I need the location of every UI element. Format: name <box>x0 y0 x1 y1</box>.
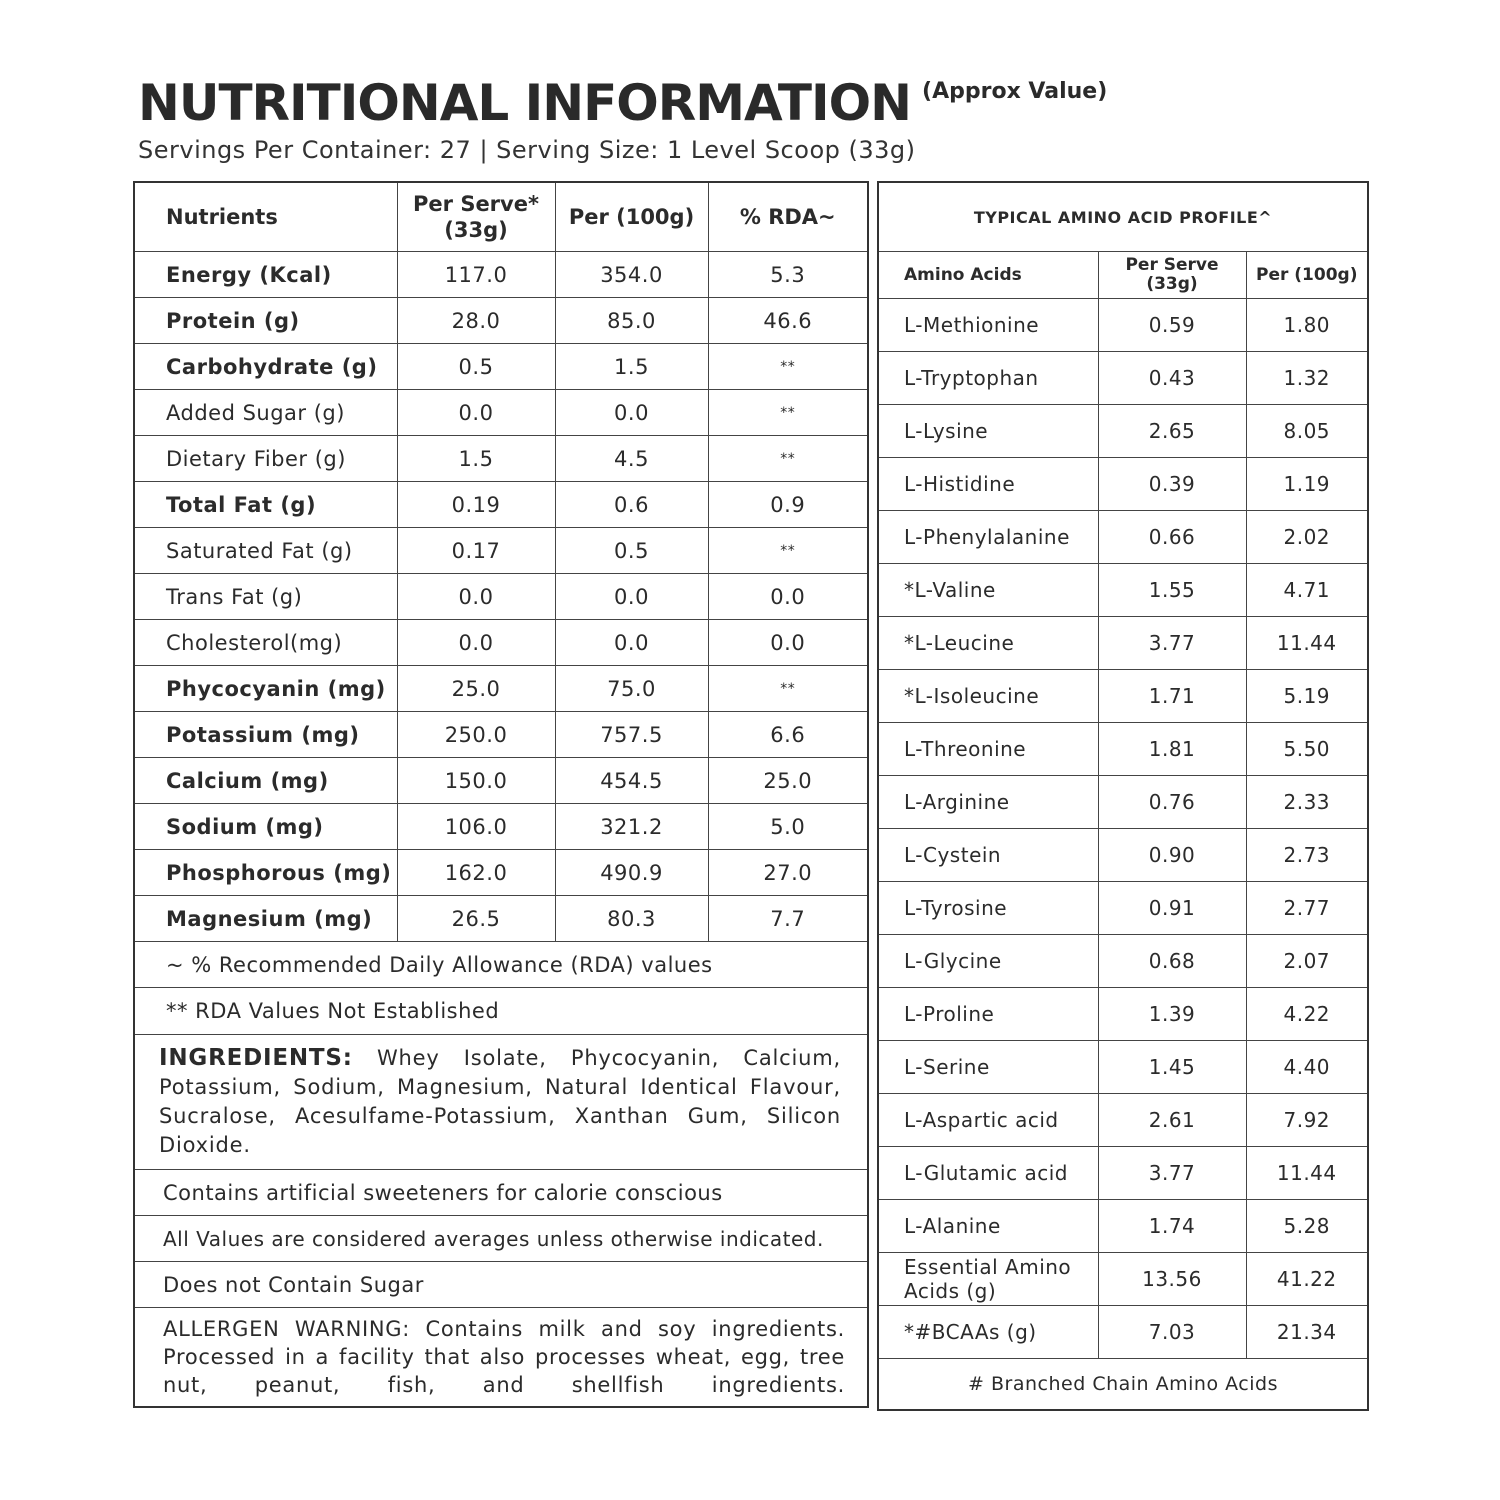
amino-footnote-row <box>878 1359 1368 1411</box>
nutrient-rda: 5.0 <box>708 804 868 850</box>
nutrient-per-100g: 321.2 <box>555 804 708 850</box>
nutrition-body <box>134 252 868 942</box>
amino-per-100g: 8.05 <box>1246 405 1368 458</box>
col-header-per-serve: Per Serve* (33g) <box>397 182 555 252</box>
amino-row <box>878 352 1368 405</box>
amino-row <box>878 1306 1368 1359</box>
amino-per-serve: 2.65 <box>1098 405 1246 458</box>
amino-per-serve: 2.61 <box>1098 1094 1246 1147</box>
amino-row <box>878 1200 1368 1253</box>
allergen-row <box>134 1308 868 1408</box>
amino-per-serve: 13.56 <box>1098 1253 1246 1306</box>
amino-body <box>878 299 1368 1359</box>
amino-name: L-Methionine <box>878 299 1098 352</box>
amino-name: L-Cystein <box>878 829 1098 882</box>
amino-per-100g: 5.28 <box>1246 1200 1368 1253</box>
amino-per-100g: 1.32 <box>1246 352 1368 405</box>
nutrient-rda: ** <box>708 666 868 712</box>
amino-per-serve: 1.74 <box>1098 1200 1246 1253</box>
nutrient-rda: 25.0 <box>708 758 868 804</box>
nutrient-row <box>134 758 868 804</box>
amino-name: L-Proline <box>878 988 1098 1041</box>
nutrient-name: Cholesterol(mg) <box>134 620 397 666</box>
ingredients-text: Whey Isolate, Phycocyanin, Calcium, Potassium, Sodium, Magnesium, Natural Identical Flavour, Sucralose, Acesulfame-Potassium, Xanthan Gum, Silicon Dioxide. <box>159 1046 841 1157</box>
nutrient-row <box>134 252 868 298</box>
amino-per-serve: 0.59 <box>1098 299 1246 352</box>
amino-name: L-Tryptophan <box>878 352 1098 405</box>
nutrient-row <box>134 850 868 896</box>
page-title: NUTRITIONAL INFORMATION <box>138 74 911 132</box>
sugar-note: Does not Contain Sugar <box>134 1262 868 1308</box>
amino-footnote: # Branched Chain Amino Acids <box>878 1359 1368 1411</box>
nutrient-per-serve: 0.0 <box>397 574 555 620</box>
amino-per-100g: 7.92 <box>1246 1094 1368 1147</box>
amino-name: L-Threonine <box>878 723 1098 776</box>
amino-name: Essential Amino Acids (g) <box>878 1253 1098 1306</box>
allergen-warning: ALLERGEN WARNING: Contains milk and soy ingredients. Processed in a facility that also processes wheat, egg, tree nut, peanut, fish, and shellfish ingredients. <box>134 1308 868 1408</box>
title-note: (Approx Value) <box>922 79 1108 104</box>
nutrient-row <box>134 574 868 620</box>
nutrient-rda: 0.0 <box>708 574 868 620</box>
amino-per-100g: 2.77 <box>1246 882 1368 935</box>
sugar-row <box>134 1262 868 1308</box>
amino-row <box>878 1253 1368 1306</box>
amino-row <box>878 1147 1368 1200</box>
amino-per-serve: 3.77 <box>1098 1147 1246 1200</box>
amino-per-serve: 1.45 <box>1098 1041 1246 1094</box>
col-header-amino-per-serve: Per Serve (33g) <box>1098 252 1246 299</box>
nutrient-per-100g: 75.0 <box>555 666 708 712</box>
nutrient-per-serve: 250.0 <box>397 712 555 758</box>
amino-per-serve: 1.81 <box>1098 723 1246 776</box>
nutrient-row <box>134 436 868 482</box>
amino-per-100g: 11.44 <box>1246 617 1368 670</box>
amino-row <box>878 1041 1368 1094</box>
nutrient-row <box>134 390 868 436</box>
sweetener-note: Contains artificial sweeteners for calorie conscious <box>134 1170 868 1216</box>
nutrient-per-100g: 1.5 <box>555 344 708 390</box>
amino-name: L-Serine <box>878 1041 1098 1094</box>
amino-per-100g: 5.50 <box>1246 723 1368 776</box>
amino-per-100g: 2.02 <box>1246 511 1368 564</box>
nutrient-per-serve: 0.0 <box>397 390 555 436</box>
ingredients-cell <box>134 1035 868 1170</box>
nutrient-name: Calcium (mg) <box>134 758 397 804</box>
nutrient-rda: 46.6 <box>708 298 868 344</box>
nutrient-row <box>134 896 868 942</box>
amino-name: L-Tyrosine <box>878 882 1098 935</box>
nutrient-rda: ** <box>708 528 868 574</box>
nutrition-table <box>133 181 869 1408</box>
col-header-rda: % RDA~ <box>708 182 868 252</box>
nutrient-row <box>134 666 868 712</box>
amino-per-100g: 5.19 <box>1246 670 1368 723</box>
nutrient-name: Potassium (mg) <box>134 712 397 758</box>
amino-row <box>878 935 1368 988</box>
amino-per-100g: 2.33 <box>1246 776 1368 829</box>
not-established-row <box>134 988 868 1035</box>
nutrient-name: Carbohydrate (g) <box>134 344 397 390</box>
averages-note: All Values are considered averages unless otherwise indicated. <box>134 1216 868 1262</box>
sweetener-row <box>134 1170 868 1216</box>
nutrient-name: Energy (Kcal) <box>134 252 397 298</box>
nutrient-per-serve: 150.0 <box>397 758 555 804</box>
amino-row <box>878 882 1368 935</box>
amino-per-serve: 0.76 <box>1098 776 1246 829</box>
nutrient-per-serve: 28.0 <box>397 298 555 344</box>
amino-per-serve: 1.71 <box>1098 670 1246 723</box>
amino-header-row <box>878 252 1368 299</box>
amino-name: L-Glutamic acid <box>878 1147 1098 1200</box>
amino-per-serve: 0.91 <box>1098 882 1246 935</box>
nutrient-rda: 27.0 <box>708 850 868 896</box>
amino-row <box>878 405 1368 458</box>
amino-name: L-Histidine <box>878 458 1098 511</box>
nutrient-per-100g: 0.0 <box>555 390 708 436</box>
amino-per-serve: 3.77 <box>1098 617 1246 670</box>
nutrient-per-serve: 0.19 <box>397 482 555 528</box>
amino-name: L-Phenylalanine <box>878 511 1098 564</box>
nutrient-row <box>134 712 868 758</box>
amino-per-100g: 4.40 <box>1246 1041 1368 1094</box>
amino-name: *L-Leucine <box>878 617 1098 670</box>
amino-per-serve: 1.39 <box>1098 988 1246 1041</box>
nutrition-header-row <box>134 182 868 252</box>
nutrient-per-100g: 0.6 <box>555 482 708 528</box>
amino-per-serve: 0.68 <box>1098 935 1246 988</box>
nutrient-row <box>134 528 868 574</box>
amino-per-100g: 1.19 <box>1246 458 1368 511</box>
nutrient-per-100g: 757.5 <box>555 712 708 758</box>
nutrient-row <box>134 620 868 666</box>
ingredients-label: INGREDIENTS: <box>159 1045 353 1071</box>
amino-per-100g: 4.22 <box>1246 988 1368 1041</box>
amino-per-100g: 21.34 <box>1246 1306 1368 1359</box>
amino-acid-table <box>877 181 1369 1411</box>
nutrient-name: Magnesium (mg) <box>134 896 397 942</box>
amino-per-serve: 0.90 <box>1098 829 1246 882</box>
amino-per-serve: 0.43 <box>1098 352 1246 405</box>
nutrient-per-100g: 85.0 <box>555 298 708 344</box>
col-header-nutrients: Nutrients <box>134 182 397 252</box>
amino-name: L-Arginine <box>878 776 1098 829</box>
nutrient-name: Saturated Fat (g) <box>134 528 397 574</box>
nutrient-per-serve: 0.17 <box>397 528 555 574</box>
nutrient-per-100g: 490.9 <box>555 850 708 896</box>
nutrient-per-100g: 4.5 <box>555 436 708 482</box>
nutrient-name: Phosphorous (mg) <box>134 850 397 896</box>
amino-row <box>878 723 1368 776</box>
nutrient-row <box>134 344 868 390</box>
averages-row <box>134 1216 868 1262</box>
amino-per-100g: 41.22 <box>1246 1253 1368 1306</box>
ingredients-row <box>134 1035 868 1170</box>
amino-row <box>878 776 1368 829</box>
servings-line: Servings Per Container: 27 | Serving Size: 1 Level Scoop (33g) <box>138 136 916 164</box>
amino-name: L-Aspartic acid <box>878 1094 1098 1147</box>
nutrient-name: Phycocyanin (mg) <box>134 666 397 712</box>
nutrient-per-100g: 0.0 <box>555 574 708 620</box>
col-header-per-100g: Per (100g) <box>555 182 708 252</box>
nutrient-per-serve: 26.5 <box>397 896 555 942</box>
amino-name: L-Lysine <box>878 405 1098 458</box>
amino-per-100g: 11.44 <box>1246 1147 1368 1200</box>
rda-note: ~ % Recommended Daily Allowance (RDA) values <box>134 942 868 988</box>
nutrient-per-100g: 0.5 <box>555 528 708 574</box>
nutrient-per-serve: 25.0 <box>397 666 555 712</box>
nutrient-per-100g: 354.0 <box>555 252 708 298</box>
nutrient-row <box>134 482 868 528</box>
nutrient-per-serve: 0.5 <box>397 344 555 390</box>
amino-row <box>878 617 1368 670</box>
amino-per-100g: 4.71 <box>1246 564 1368 617</box>
nutrient-name: Total Fat (g) <box>134 482 397 528</box>
nutrient-per-serve: 117.0 <box>397 252 555 298</box>
nutrient-rda: ** <box>708 344 868 390</box>
amino-per-serve: 7.03 <box>1098 1306 1246 1359</box>
nutrient-rda: 7.7 <box>708 896 868 942</box>
rda-note-row <box>134 942 868 988</box>
col-header-amino-acids: Amino Acids <box>878 252 1098 299</box>
nutrient-rda: 5.3 <box>708 252 868 298</box>
amino-row <box>878 564 1368 617</box>
nutrient-rda: ** <box>708 436 868 482</box>
amino-name: *L-Isoleucine <box>878 670 1098 723</box>
amino-name: L-Alanine <box>878 1200 1098 1253</box>
nutrient-name: Dietary Fiber (g) <box>134 436 397 482</box>
amino-per-100g: 2.07 <box>1246 935 1368 988</box>
nutrient-name: Added Sugar (g) <box>134 390 397 436</box>
amino-row <box>878 1094 1368 1147</box>
amino-per-100g: 2.73 <box>1246 829 1368 882</box>
col-header-amino-per-100g: Per (100g) <box>1246 252 1368 299</box>
amino-caption: TYPICAL AMINO ACID PROFILE^ <box>878 182 1368 252</box>
nutrient-rda: ** <box>708 390 868 436</box>
amino-caption-row <box>878 182 1368 252</box>
nutrient-per-100g: 454.5 <box>555 758 708 804</box>
nutrient-per-100g: 0.0 <box>555 620 708 666</box>
amino-per-serve: 0.66 <box>1098 511 1246 564</box>
nutrient-name: Sodium (mg) <box>134 804 397 850</box>
nutrient-row <box>134 298 868 344</box>
nutrient-per-serve: 162.0 <box>397 850 555 896</box>
amino-per-serve: 1.55 <box>1098 564 1246 617</box>
nutrient-rda: 0.9 <box>708 482 868 528</box>
nutrient-per-100g: 80.3 <box>555 896 708 942</box>
nutrient-name: Protein (g) <box>134 298 397 344</box>
amino-name: *L-Valine <box>878 564 1098 617</box>
nutrient-row <box>134 804 868 850</box>
amino-per-serve: 0.39 <box>1098 458 1246 511</box>
nutrient-per-serve: 106.0 <box>397 804 555 850</box>
amino-name: L-Glycine <box>878 935 1098 988</box>
amino-row <box>878 299 1368 352</box>
amino-per-100g: 1.80 <box>1246 299 1368 352</box>
amino-row <box>878 511 1368 564</box>
amino-row <box>878 670 1368 723</box>
amino-row <box>878 829 1368 882</box>
amino-row <box>878 458 1368 511</box>
amino-name: *#BCAAs (g) <box>878 1306 1098 1359</box>
nutrient-per-serve: 0.0 <box>397 620 555 666</box>
nutrient-per-serve: 1.5 <box>397 436 555 482</box>
title-block <box>138 74 1107 132</box>
nutrient-rda: 6.6 <box>708 712 868 758</box>
nutrient-name: Trans Fat (g) <box>134 574 397 620</box>
nutrient-rda: 0.0 <box>708 620 868 666</box>
not-established-note: ** RDA Values Not Established <box>134 988 868 1035</box>
amino-row <box>878 988 1368 1041</box>
